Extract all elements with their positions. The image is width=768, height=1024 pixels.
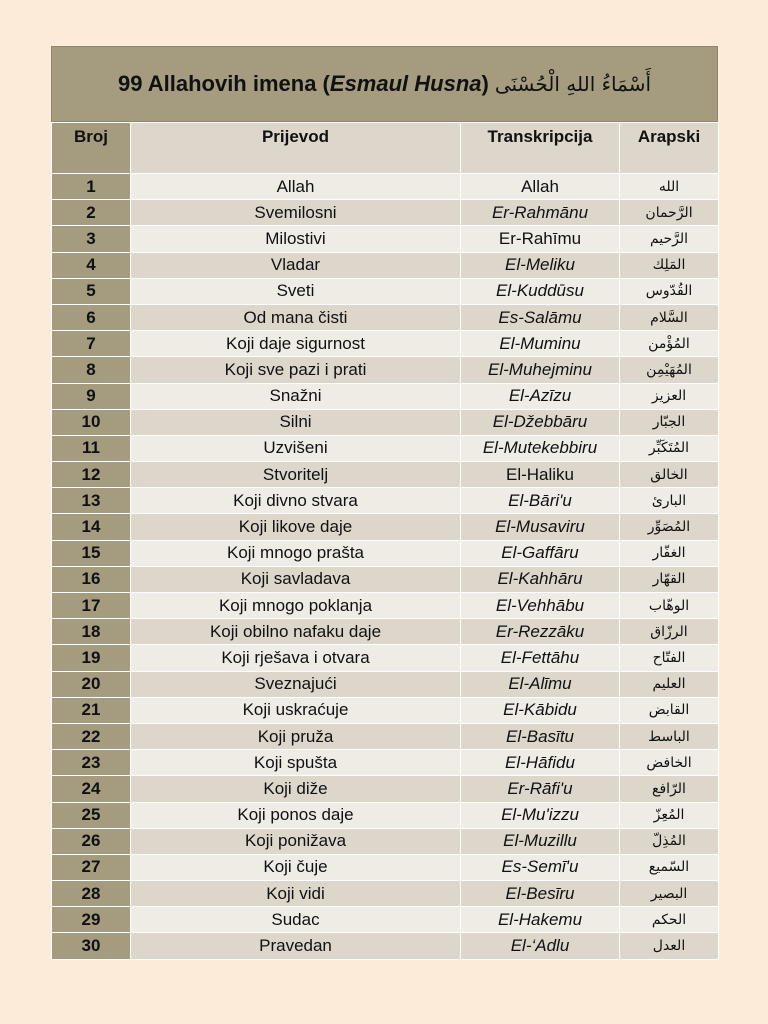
row-arabic: المُصَوِّر bbox=[620, 514, 719, 540]
row-number: 30 bbox=[52, 933, 131, 959]
row-translation: Sveznajući bbox=[131, 671, 461, 697]
row-arabic: الرَّحيم bbox=[620, 226, 719, 252]
table-row bbox=[52, 174, 719, 200]
row-translation: Silni bbox=[131, 409, 461, 435]
row-translation: Koji rješava i otvara bbox=[131, 645, 461, 671]
table-row bbox=[52, 252, 719, 278]
table-row bbox=[52, 435, 719, 461]
row-transcription: El-Muzillu bbox=[461, 828, 620, 854]
row-number: 11 bbox=[52, 435, 131, 461]
row-transcription: El-Haliku bbox=[461, 462, 620, 488]
table-row bbox=[52, 383, 719, 409]
row-number: 8 bbox=[52, 357, 131, 383]
row-translation: Koji mnogo prašta bbox=[131, 540, 461, 566]
row-number: 3 bbox=[52, 226, 131, 252]
row-translation: Koji savladava bbox=[131, 566, 461, 592]
row-arabic: المَلِك bbox=[620, 252, 719, 278]
row-translation: Koji ponižava bbox=[131, 828, 461, 854]
row-number: 23 bbox=[52, 750, 131, 776]
row-arabic: العدل bbox=[620, 933, 719, 959]
row-transcription: El-Bāri'u bbox=[461, 488, 620, 514]
row-arabic: المُعِزّ bbox=[620, 802, 719, 828]
row-number: 20 bbox=[52, 671, 131, 697]
row-translation: Vladar bbox=[131, 252, 461, 278]
row-transcription: El-Besīru bbox=[461, 881, 620, 907]
row-number: 28 bbox=[52, 881, 131, 907]
table-row bbox=[52, 671, 719, 697]
row-translation: Koji sve pazi i prati bbox=[131, 357, 461, 383]
title-italic: Esmaul Husna bbox=[329, 71, 482, 96]
row-transcription: El-‘Adlu bbox=[461, 933, 620, 959]
table-row bbox=[52, 278, 719, 304]
row-translation: Uzvišeni bbox=[131, 435, 461, 461]
header-transkripcija: Transkripcija bbox=[461, 123, 620, 174]
row-number: 14 bbox=[52, 514, 131, 540]
row-translation: Pravedan bbox=[131, 933, 461, 959]
row-number: 26 bbox=[52, 828, 131, 854]
table-row bbox=[52, 723, 719, 749]
row-transcription: Er-Rāfi'u bbox=[461, 776, 620, 802]
table-row bbox=[52, 226, 719, 252]
row-transcription: El-Kuddūsu bbox=[461, 278, 620, 304]
table-row bbox=[52, 331, 719, 357]
table-row bbox=[52, 514, 719, 540]
row-transcription: Allah bbox=[461, 174, 620, 200]
row-arabic: البصير bbox=[620, 881, 719, 907]
row-transcription: El-Gaffāru bbox=[461, 540, 620, 566]
row-translation: Koji čuje bbox=[131, 854, 461, 880]
row-arabic: العزيز bbox=[620, 383, 719, 409]
row-transcription: El-Mutekebbiru bbox=[461, 435, 620, 461]
row-translation: Koji uskraćuje bbox=[131, 697, 461, 723]
table-row bbox=[52, 304, 719, 330]
row-translation: Koji obilno nafaku daje bbox=[131, 619, 461, 645]
row-arabic: البارئ bbox=[620, 488, 719, 514]
row-transcription: El-Muminu bbox=[461, 331, 620, 357]
row-arabic: الوهّاب bbox=[620, 593, 719, 619]
table-row bbox=[52, 907, 719, 933]
row-arabic: الفتّاح bbox=[620, 645, 719, 671]
row-number: 19 bbox=[52, 645, 131, 671]
row-arabic: المُذِلّ bbox=[620, 828, 719, 854]
row-number: 6 bbox=[52, 304, 131, 330]
row-translation: Od mana čisti bbox=[131, 304, 461, 330]
row-number: 25 bbox=[52, 802, 131, 828]
table-row bbox=[52, 409, 719, 435]
header-arapski: Arapski bbox=[620, 123, 719, 174]
table-row bbox=[52, 802, 719, 828]
row-transcription: El-Muhejminu bbox=[461, 357, 620, 383]
row-number: 21 bbox=[52, 697, 131, 723]
row-translation: Allah bbox=[131, 174, 461, 200]
row-arabic: الغفّار bbox=[620, 540, 719, 566]
row-arabic: الرَّحمان bbox=[620, 200, 719, 226]
row-arabic: الجبّار bbox=[620, 409, 719, 435]
names-table bbox=[51, 122, 719, 960]
row-arabic: القُدّوس bbox=[620, 278, 719, 304]
row-number: 12 bbox=[52, 462, 131, 488]
row-number: 10 bbox=[52, 409, 131, 435]
row-transcription: El-Alīmu bbox=[461, 671, 620, 697]
row-number: 13 bbox=[52, 488, 131, 514]
row-arabic: الرّافع bbox=[620, 776, 719, 802]
row-number: 9 bbox=[52, 383, 131, 409]
row-translation: Koji daje sigurnost bbox=[131, 331, 461, 357]
table-row bbox=[52, 828, 719, 854]
row-arabic: السّميع bbox=[620, 854, 719, 880]
row-translation: Koji divno stvara bbox=[131, 488, 461, 514]
table-row bbox=[52, 776, 719, 802]
row-translation: Sudac bbox=[131, 907, 461, 933]
row-arabic: الخالق bbox=[620, 462, 719, 488]
table-row bbox=[52, 357, 719, 383]
row-transcription: Es-Semī'u bbox=[461, 854, 620, 880]
row-transcription: Er-Rezzāku bbox=[461, 619, 620, 645]
table-row bbox=[52, 933, 719, 959]
row-translation: Milostivi bbox=[131, 226, 461, 252]
row-translation: Stvoritelj bbox=[131, 462, 461, 488]
title-arabic: أَسْمَاءُ اللهِ الْحُسْنَى bbox=[494, 72, 652, 96]
row-number: 17 bbox=[52, 593, 131, 619]
row-arabic: المُؤْمن bbox=[620, 331, 719, 357]
row-transcription: Es-Salāmu bbox=[461, 304, 620, 330]
row-translation: Koji spušta bbox=[131, 750, 461, 776]
row-transcription: El-Kābidu bbox=[461, 697, 620, 723]
table-row bbox=[52, 593, 719, 619]
row-translation: Koji diže bbox=[131, 776, 461, 802]
header-prijevod: Prijevod bbox=[131, 123, 461, 174]
row-transcription: El-Hakemu bbox=[461, 907, 620, 933]
row-number: 1 bbox=[52, 174, 131, 200]
row-transcription: El-Vehhābu bbox=[461, 593, 620, 619]
table-row bbox=[52, 540, 719, 566]
row-arabic: الله bbox=[620, 174, 719, 200]
table-row bbox=[52, 619, 719, 645]
row-translation: Koji vidi bbox=[131, 881, 461, 907]
row-arabic: العليم bbox=[620, 671, 719, 697]
row-arabic: القهّار bbox=[620, 566, 719, 592]
row-transcription: El-Kahhāru bbox=[461, 566, 620, 592]
row-translation: Sveti bbox=[131, 278, 461, 304]
table-row bbox=[52, 488, 719, 514]
table-row bbox=[52, 645, 719, 671]
row-transcription: El-Fettāhu bbox=[461, 645, 620, 671]
row-number: 27 bbox=[52, 854, 131, 880]
row-transcription: Er-Rahmānu bbox=[461, 200, 620, 226]
row-number: 16 bbox=[52, 566, 131, 592]
row-transcription: El-Basītu bbox=[461, 723, 620, 749]
header-broj: Broj bbox=[52, 123, 131, 174]
table-header-row bbox=[52, 123, 719, 174]
row-translation: Koji likove daje bbox=[131, 514, 461, 540]
row-number: 4 bbox=[52, 252, 131, 278]
row-number: 15 bbox=[52, 540, 131, 566]
row-transcription: El-Musaviru bbox=[461, 514, 620, 540]
table-row bbox=[52, 566, 719, 592]
row-transcription: El-Hāfidu bbox=[461, 750, 620, 776]
row-transcription: El-Meliku bbox=[461, 252, 620, 278]
row-arabic: الرزّاق bbox=[620, 619, 719, 645]
row-number: 18 bbox=[52, 619, 131, 645]
row-transcription: El-Džebbāru bbox=[461, 409, 620, 435]
row-translation: Snažni bbox=[131, 383, 461, 409]
title-prefix: 99 Allahovih imena ( bbox=[117, 71, 330, 96]
row-translation: Svemilosni bbox=[131, 200, 461, 226]
table-row bbox=[52, 462, 719, 488]
row-number: 5 bbox=[52, 278, 131, 304]
row-number: 24 bbox=[52, 776, 131, 802]
row-number: 22 bbox=[52, 723, 131, 749]
row-arabic: الحكم bbox=[620, 907, 719, 933]
document-title bbox=[51, 46, 718, 122]
table-row bbox=[52, 881, 719, 907]
names-document bbox=[51, 46, 718, 960]
table-row bbox=[52, 854, 719, 880]
row-translation: Koji mnogo poklanja bbox=[131, 593, 461, 619]
row-transcription: El-Azīzu bbox=[461, 383, 620, 409]
row-arabic: الباسط bbox=[620, 723, 719, 749]
row-translation: Koji ponos daje bbox=[131, 802, 461, 828]
row-arabic: القابض bbox=[620, 697, 719, 723]
row-arabic: السَّلام bbox=[620, 304, 719, 330]
title-suffix: ) bbox=[481, 71, 489, 96]
row-arabic: المُتَكَبِّر bbox=[620, 435, 719, 461]
row-number: 29 bbox=[52, 907, 131, 933]
row-transcription: El-Mu'izzu bbox=[461, 802, 620, 828]
table-row bbox=[52, 697, 719, 723]
row-arabic: الخافض bbox=[620, 750, 719, 776]
table-row bbox=[52, 750, 719, 776]
row-number: 2 bbox=[52, 200, 131, 226]
table-row bbox=[52, 200, 719, 226]
row-arabic: المُهَيْمِن bbox=[620, 357, 719, 383]
row-transcription: Er-Rahīmu bbox=[461, 226, 620, 252]
row-translation: Koji pruža bbox=[131, 723, 461, 749]
row-number: 7 bbox=[52, 331, 131, 357]
